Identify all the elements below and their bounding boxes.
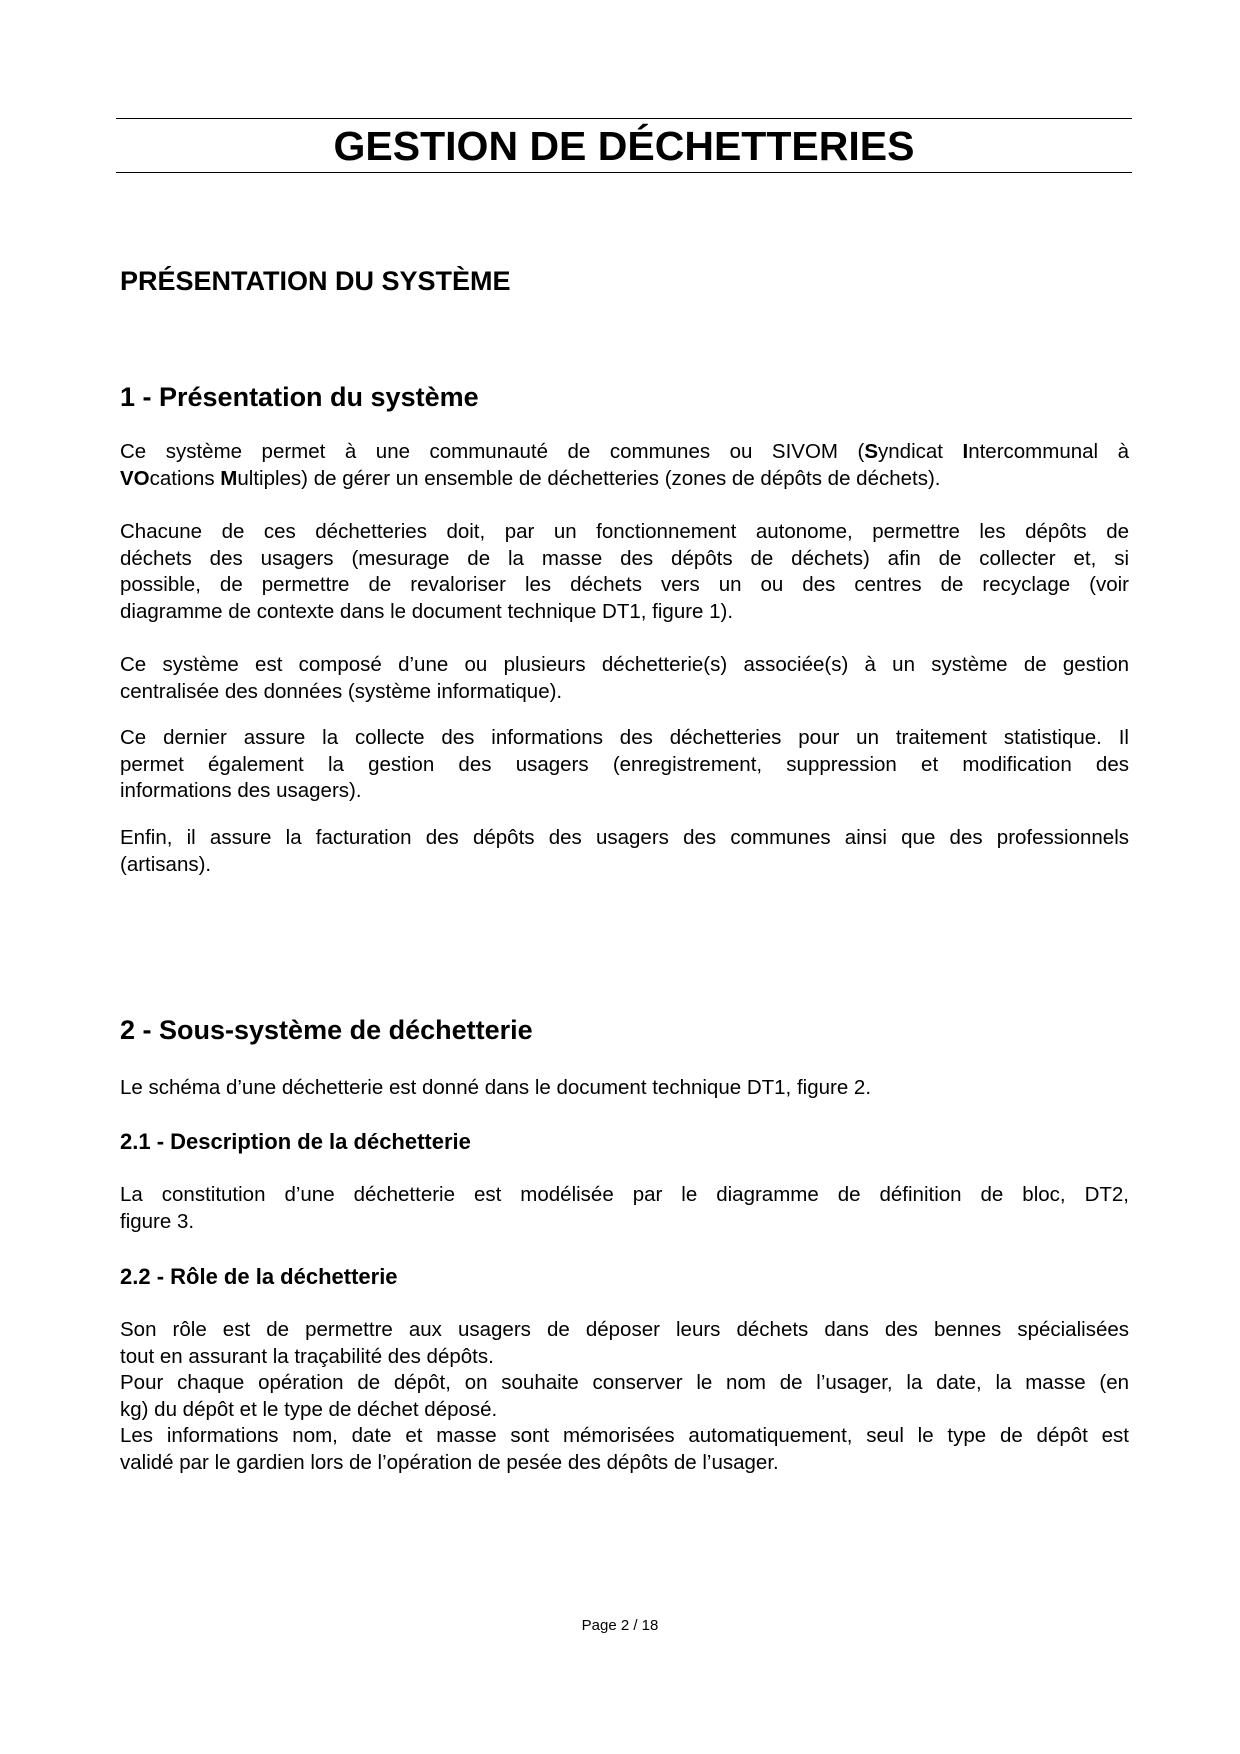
paragraph-line: Ce dernier assure la collecte des informations des déchetteries pour un traitement statistique. Il xyxy=(120,726,1129,749)
paragraph-line: Ce système permet à une communauté de communes ou SIVOM (Syndicat Intercommunal à xyxy=(120,440,1130,463)
section-1-paragraph-2 xyxy=(120,519,1129,625)
section-1-paragraph-1 xyxy=(120,439,1129,492)
paragraph-line: La constitution d’une déchetterie est modélisée par le diagramme de définition de bloc, DT2, xyxy=(120,1183,1129,1206)
subsection-2-2-heading: 2.2 - Rôle de la déchetterie xyxy=(120,1264,398,1289)
paragraph-line: informations des usagers). xyxy=(120,779,362,802)
subsection-2-2-text xyxy=(120,1317,1129,1476)
paragraph-line: possible, de permettre de revaloriser les déchets vers un ou des centres de recyclage (voir xyxy=(120,573,1129,596)
paragraph-line: Chacune de ces déchetteries doit, par un fonctionnement autonome, permettre les dépôts de xyxy=(120,520,1129,543)
document-title: GESTION DE DÉCHETTERIES xyxy=(333,123,915,169)
paragraph-line: validé par le gardien lors de l’opération de pesée des dépôts de l’usager. xyxy=(120,1450,779,1474)
section-1-heading: 1 - Présentation du système xyxy=(120,382,479,412)
section-1-paragraph-3 xyxy=(120,652,1129,705)
paragraph-line: VOcations Multiples) de gérer un ensemble de déchetteries (zones de dépôts de déchets). xyxy=(120,466,941,490)
paragraph-line: Pour chaque opération de dépôt, on souhaite conserver le nom de l’usager, la date, la masse (en xyxy=(120,1371,1129,1394)
paragraph-line: Son rôle est de permettre aux usagers de déposer leurs déchets dans des bennes spécialisées xyxy=(120,1318,1129,1341)
paragraph-line: tout en assurant la traçabilité des dépôts. xyxy=(120,1344,494,1368)
subsection-2-1-heading: 2.1 - Description de la déchetterie xyxy=(120,1129,471,1154)
title-bottom-rule xyxy=(116,172,1132,173)
section-2-intro: Le schéma d’une déchetterie est donné dans le document technique DT1, figure 2. xyxy=(120,1076,872,1099)
paragraph-line: Les informations nom, date et masse sont mémorisées automatiquement, seul le type de dépôt est xyxy=(120,1424,1129,1447)
section-2-heading: 2 - Sous-système de déchetterie xyxy=(120,1015,533,1045)
paragraph-line: permet également la gestion des usagers (enregistrement, suppression et modification des xyxy=(120,752,1129,776)
paragraph-line: déchets des usagers (mesurage de la masse des dépôts de déchets) afin de collecter et, si xyxy=(120,546,1129,570)
section-1-paragraph-4 xyxy=(120,725,1129,805)
page-number: Page 2 / 18 xyxy=(581,1617,659,1634)
paragraph-line: (artisans). xyxy=(120,852,212,876)
paragraph-line: Ce système est composé d’une ou plusieurs déchetterie(s) associée(s) à un système de gestion xyxy=(120,653,1129,676)
paragraph-line: diagramme de contexte dans le document technique DT1, figure 1). xyxy=(120,599,734,623)
paragraph-line: Enfin, il assure la facturation des dépôts des usagers des communes ainsi que des professionnels xyxy=(120,826,1129,849)
paragraph-line: kg) du dépôt et le type de déchet déposé. xyxy=(120,1397,498,1421)
section-1-paragraph-5 xyxy=(120,825,1129,878)
paragraph-line: figure 3. xyxy=(120,1209,195,1233)
paragraph-line: centralisée des données (système informatique). xyxy=(120,679,563,703)
main-heading: PRÉSENTATION DU SYSTÈME xyxy=(120,266,511,296)
subsection-2-1-text xyxy=(120,1182,1129,1235)
